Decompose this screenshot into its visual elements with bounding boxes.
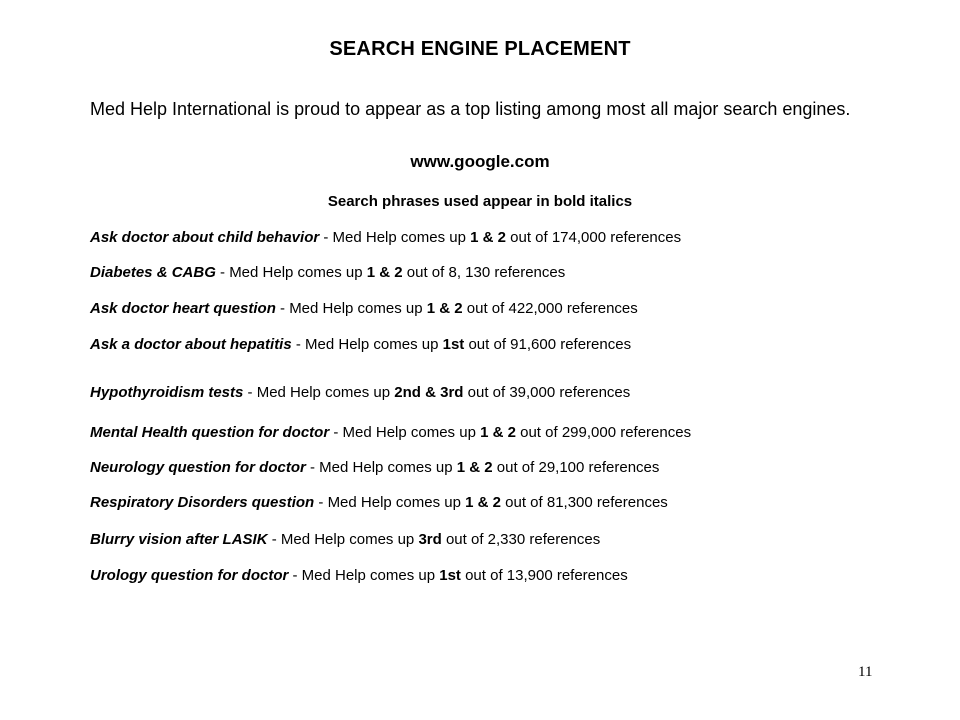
result-row	[90, 567, 930, 584]
result-text: - Med Help comes up	[243, 384, 395, 401]
search-phrase: Hypothyroidism tests	[90, 384, 244, 401]
reference-count: out of 39,000 references	[463, 384, 631, 401]
reference-count: out of 299,000 references	[515, 424, 692, 441]
rank-value: 1 & 2	[470, 229, 506, 246]
result-row	[90, 336, 930, 353]
search-engine-name: www.google.com	[410, 152, 550, 171]
result-row	[90, 229, 930, 246]
search-phrase: Ask doctor heart question	[90, 300, 276, 317]
rank-value: 2nd & 3rd	[394, 384, 464, 401]
subtitle-note: Search phrases used appear in bold italics	[327, 193, 633, 210]
rank-value: 1 & 2	[366, 264, 403, 281]
intro-paragraph: Med Help International is proud to appear as a top listing among most all major search engines.	[90, 99, 851, 119]
result-row	[90, 264, 930, 281]
result-row	[90, 531, 930, 548]
reference-count: out of 91,600 references	[464, 336, 632, 353]
result-row	[90, 300, 930, 317]
rank-value: 1 & 2	[465, 494, 501, 511]
result-text: - Med Help comes up	[291, 336, 443, 353]
rank-value: 1st	[439, 567, 461, 584]
result-text: - Med Help comes up	[267, 531, 419, 548]
search-phrase: Respiratory Disorders question	[90, 494, 315, 511]
result-text: - Med Help comes up	[288, 567, 440, 584]
reference-count: out of 13,900 references	[460, 567, 628, 584]
search-phrase: Neurology question for doctor	[90, 459, 306, 476]
rank-value: 1st	[442, 336, 465, 353]
page-number: 11	[858, 664, 873, 680]
search-phrase: Urology question for doctor	[90, 567, 289, 584]
reference-count: out of 422,000 references	[462, 300, 638, 317]
result-row	[90, 424, 930, 441]
result-text: - Med Help comes up	[305, 459, 457, 476]
reference-count: out of 29,100 references	[492, 459, 660, 476]
search-phrase: Ask a doctor about hepatitis	[90, 336, 292, 353]
page-title: SEARCH ENGINE PLACEMENT	[329, 38, 631, 60]
search-phrase: Mental Health question for doctor	[90, 424, 330, 441]
reference-count: out of 174,000 references	[505, 229, 682, 246]
result-text: - Med Help comes up	[275, 300, 427, 317]
rank-value: 1 & 2	[480, 424, 516, 441]
result-text: - Med Help comes up	[319, 229, 471, 246]
reference-count: out of 2,330 references	[441, 531, 601, 548]
rank-value: 1 & 2	[426, 300, 463, 317]
result-text: - Med Help comes up	[314, 494, 466, 511]
reference-count: out of 8, 130 references	[402, 264, 566, 281]
result-text: - Med Help comes up	[329, 424, 481, 441]
search-phrase: Blurry vision after LASIK	[90, 531, 268, 548]
rank-value: 3rd	[418, 531, 442, 548]
rank-value: 1 & 2	[456, 459, 493, 476]
result-text: - Med Help comes up	[215, 264, 367, 281]
result-row	[90, 459, 930, 476]
reference-count: out of 81,300 references	[501, 494, 668, 511]
search-phrase: Diabetes & CABG	[90, 264, 216, 281]
result-row	[90, 384, 930, 401]
result-row	[90, 494, 930, 511]
search-phrase: Ask doctor about child behavior	[90, 229, 320, 246]
